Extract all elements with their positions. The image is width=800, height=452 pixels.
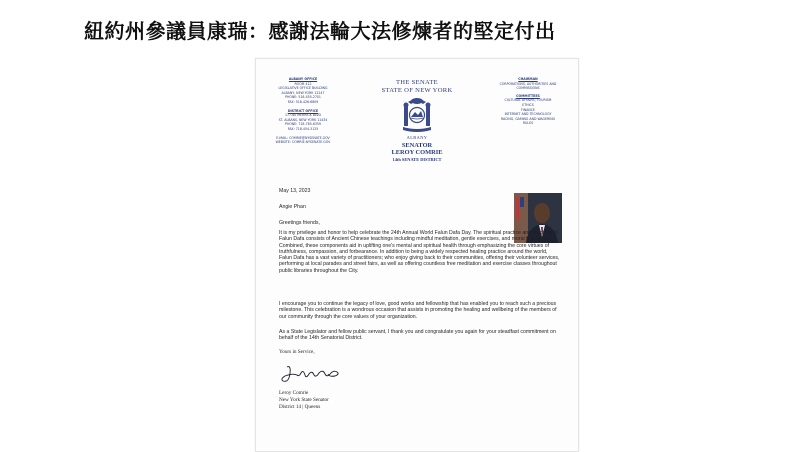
senator-title: SENATOR [401,142,433,149]
letterhead-center [366,79,468,162]
senator-name: LEROY COMRIE [391,149,443,156]
district-label: 14th SENATE DISTRICT [392,157,442,162]
letterhead-left [268,77,338,149]
website-line: WEBSITE: COMRIE.NYSENATE.GOV [275,140,331,145]
letter-closing: Yours in Service, [279,349,315,355]
address-line: 177-60 MERRICK BLVD [284,113,321,118]
address-line: ALBANY, NEW YORK 12247 [281,90,325,95]
address-line: LEGISLATIVE OFFICE BUILDING [278,86,328,91]
letter-paragraph-1: It is my privilege and honor to help celebrate the 24th Annual World Falun Dafa Day. The spiritual practice and teaching of Falun Dafa consists of Ancient Chinese teachings including mindful meditation, gentle exercises, and moral teachings. Combined, these components aid in uplifting one's mental and spiritual health through emphasizing the core virtues of truthfulness, compassion, and forbearance. In addition to being a widely respected healing practice around the world, Falun Dafa has a vast variety of practitioners; who enjoy giving back to their communities, offering their volunteer services, performing at local parades and street fairs, as well as offering countless free meditation and exercise classes throughout public libraries throughout the City. [279,230,560,274]
state-heading: STATE OF NEW YORK [381,87,453,94]
signature-title: New York State Senator [279,397,329,403]
district-office-heading: DISTRICT OFFICE [287,108,319,113]
slide-title: 紐約州參議員康瑞：感謝法輪大法修煉者的堅定付出 [84,19,556,43]
committee-line: CORPORATIONS, AUTHORITIES AND [499,81,557,86]
albany-office-block [268,77,338,105]
letter-greeting: Greetings friends, [279,220,320,226]
district-office-block [268,109,338,132]
signature-icon [279,363,349,387]
letter-recipient: Angie Phan [279,204,306,210]
committees-heading: COMMITTEES [516,93,540,98]
signature-name: Leroy Comrie [279,390,309,396]
email-line: E-MAIL: COMRIE@NYSENATE.GOV [276,135,330,140]
fax-line: FAX: 518-426-6809 [287,99,319,104]
committee-line: ETHICS [522,102,534,107]
committees-block [488,94,568,126]
committee-line: COMMISSIONS [516,86,540,91]
phone-line: PHONE: 518-455-2701 [285,95,321,100]
committee-line: RULES [522,121,534,126]
letter-document [255,58,579,452]
letter-paragraph-2: I encourage you to continue the legacy of love, good works and fellowship that has enabled you to reach such a precious milestone. This celebration is a wondrous occasion that assists in promoting the healing and wellbeing of the members of our community through the core values of your organization. [279,301,557,320]
committee-line: FINANCE [521,107,535,112]
albany-office-heading: ALBANY OFFICE [288,77,318,81]
phone-line: PHONE: 718-765-6359 [285,122,321,127]
committee-line: CULTURAL AFFAIRS, TOURISM [504,98,552,103]
fax-line: FAX: 718-454-3125 [287,126,319,131]
letter-date: May 13, 2023 [279,188,311,194]
senate-heading: THE SENATE [395,79,438,86]
letterhead-right [488,77,568,129]
albany-label: ALBANY [406,135,428,140]
contact-block [268,136,338,145]
ny-state-seal-icon [400,96,434,134]
address-line: ST. ALBANS, NEW YORK 11434 [278,117,328,122]
chairman-block [488,77,568,91]
letter-paragraph-3: As a State Legislator and fellow public servant, I thank you and congratulate you again for your steadfast commitment on behalf of the 14th Senatorial District. [279,329,556,342]
chairman-heading: CHAIRMAN [518,77,538,81]
signature-district: District 14 | Queens [279,404,321,410]
committee-line: INTERNET AND TECHNOLOGY [504,112,552,117]
address-line: ROOM 412 [294,81,312,86]
committee-line: RACING, GAMING AND WAGERING [500,116,556,121]
